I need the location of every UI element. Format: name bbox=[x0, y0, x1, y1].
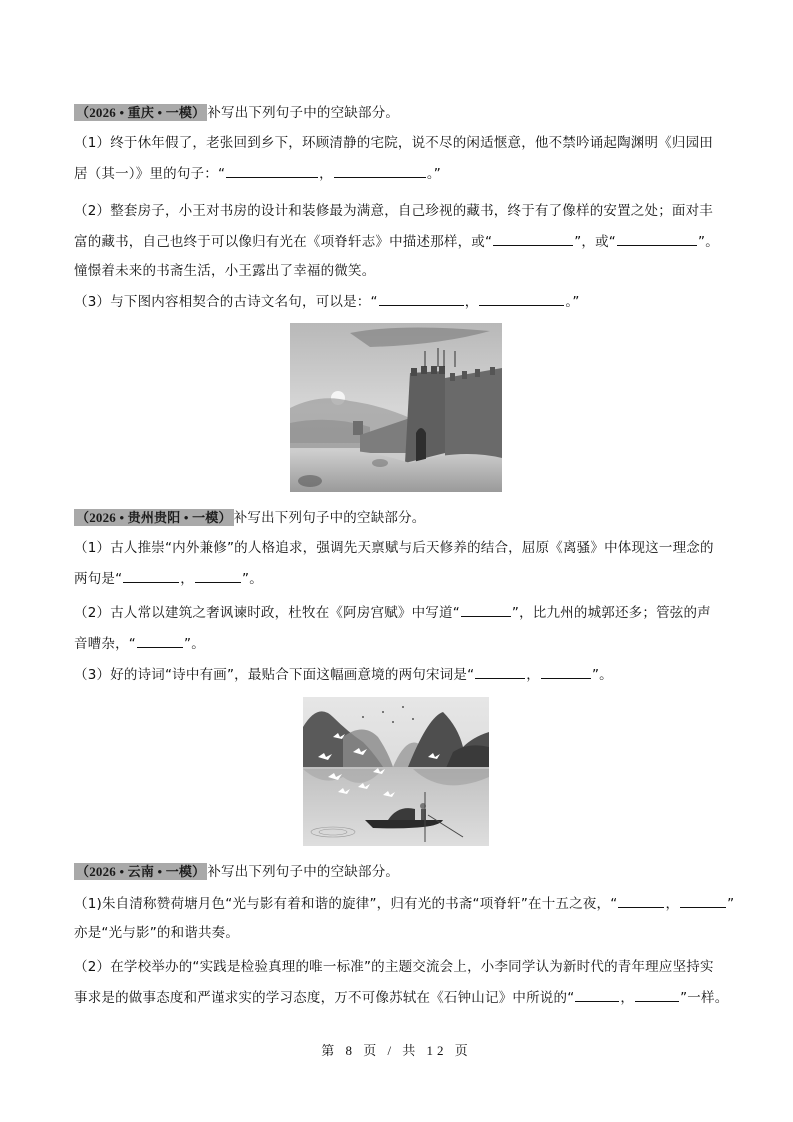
section-3-header bbox=[74, 863, 399, 881]
instruction-text: 补写出下列句子中的空缺部分。 bbox=[233, 510, 426, 526]
answer-blank[interactable] bbox=[334, 164, 426, 178]
question-text: （3）好的诗词“诗中有画”，最贴合下面这幅画意境的两句宋词是“ bbox=[74, 667, 475, 683]
question-text: （3）与下图内容相契合的古诗文名句，可以是：“ bbox=[74, 294, 378, 310]
source-tag: （2026 • 贵州贵阳 • 一模） bbox=[76, 510, 232, 525]
answer-blank[interactable] bbox=[575, 988, 619, 1002]
question-1-1-line-1 bbox=[74, 134, 713, 152]
question-2-1-line-1 bbox=[74, 539, 714, 557]
question-text: 居（其一）》里的句子：“ bbox=[74, 166, 226, 182]
great-wall-image bbox=[290, 323, 502, 492]
question-text: （2）整套房子，小王对书房的设计和装修最为满意，自己珍视的藏书，终于有了像样的安置之处；面对丰 bbox=[74, 203, 713, 219]
punctuation: ”。 bbox=[698, 234, 719, 250]
punctuation: ” bbox=[727, 896, 735, 912]
source-tag: （2026 • 重庆 • 一模） bbox=[76, 105, 206, 120]
punctuation: ， bbox=[464, 294, 479, 310]
punctuation: ”一样。 bbox=[680, 990, 729, 1006]
answer-blank[interactable] bbox=[226, 164, 318, 178]
question-text: （2）古人常以建筑之奢讽谏时政，杜牧在《阿房宫赋》中写道“ bbox=[74, 605, 460, 621]
question-2-3-line-1 bbox=[74, 665, 613, 684]
punctuation: ， bbox=[620, 990, 635, 1006]
punctuation: ， bbox=[319, 166, 333, 182]
question-text: 两句是“ bbox=[74, 571, 123, 587]
question-text: （1）古人推崇“内外兼修”的人格追求，强调先天禀赋与后天修养的结合，屈原《离骚》中体现这一理念的 bbox=[74, 540, 714, 556]
punctuation: ”。 bbox=[591, 667, 613, 683]
punctuation: ， bbox=[526, 667, 540, 683]
answer-blank[interactable] bbox=[475, 665, 525, 679]
source-tag: （2026 • 云南 • 一模） bbox=[76, 864, 206, 879]
question-text: 亦是“光与影”的和谐共奏。 bbox=[74, 925, 240, 941]
instruction-text: 补写出下列句子中的空缺部分。 bbox=[207, 105, 400, 121]
answer-blank[interactable] bbox=[479, 292, 564, 306]
question-1-2-line-3 bbox=[74, 262, 375, 280]
answer-blank[interactable] bbox=[123, 569, 179, 583]
section-1-header bbox=[74, 104, 399, 122]
answer-blank[interactable] bbox=[618, 894, 664, 908]
question-2-2-line-1 bbox=[74, 603, 711, 622]
answer-blank[interactable] bbox=[680, 894, 726, 908]
punctuation: ， bbox=[180, 571, 194, 587]
punctuation: ”。 bbox=[184, 636, 205, 652]
punctuation: 。” bbox=[565, 294, 580, 310]
question-text: 富的藏书，自己也终于可以像归有光在《项脊轩志》中描述那样，或“ bbox=[74, 234, 493, 250]
question-3-2-line-2 bbox=[74, 988, 728, 1007]
answer-blank[interactable] bbox=[617, 232, 697, 246]
punctuation: ”，或“ bbox=[574, 234, 616, 250]
punctuation: ”。 bbox=[242, 571, 263, 587]
question-2-2-line-2 bbox=[74, 634, 205, 653]
answer-blank[interactable] bbox=[635, 988, 679, 1002]
question-text: ”，比九州的城郭还多；管弦的声 bbox=[511, 605, 711, 621]
section-2-header bbox=[74, 509, 426, 527]
answer-blank[interactable] bbox=[137, 634, 183, 648]
answer-blank[interactable] bbox=[379, 292, 464, 306]
question-text: （1)朱自清称赞荷塘月色“光与影有着和谐的旋律”，归有光的书斋“项脊轩”在十五之夜，“ bbox=[74, 896, 618, 912]
question-1-3-line-1 bbox=[74, 292, 580, 311]
punctuation: 。” bbox=[426, 166, 442, 182]
page-number-footer: 第 8 页 / 共 12 页 bbox=[321, 1043, 472, 1058]
question-1-2-line-2 bbox=[74, 232, 719, 251]
answer-blank[interactable] bbox=[461, 603, 511, 617]
question-text: （1）终于休年假了，老张回到乡下，环顾清静的宅院，说不尽的闲适惬意，他不禁吟诵起陶渊明《归园田 bbox=[74, 135, 713, 151]
question-1-1-line-2 bbox=[74, 164, 441, 183]
instruction-text: 补写出下列句子中的空缺部分。 bbox=[207, 864, 400, 880]
question-3-1-line-1 bbox=[74, 894, 734, 913]
question-3-1-line-2 bbox=[74, 924, 239, 942]
question-2-1-line-2 bbox=[74, 569, 263, 588]
question-text: 憧憬着未来的书斋生活，小王露出了幸福的微笑。 bbox=[74, 263, 376, 279]
question-text: 音嘈杂，“ bbox=[74, 636, 136, 652]
answer-blank[interactable] bbox=[195, 569, 241, 583]
question-1-2-line-1 bbox=[74, 202, 713, 220]
question-text: （2）在学校举办的“实践是检验真理的唯一标准”的主题交流会上，小李同学认为新时代的青年理应坚持实 bbox=[74, 959, 714, 975]
answer-blank[interactable] bbox=[541, 665, 591, 679]
question-text: 事求是的做事态度和严谨求实的学习态度，万不可像苏轼在《石钟山记》中所说的“ bbox=[74, 990, 575, 1006]
river-landscape-image bbox=[303, 697, 489, 846]
answer-blank[interactable] bbox=[493, 232, 573, 246]
question-3-2-line-1 bbox=[74, 958, 714, 976]
punctuation: ， bbox=[665, 896, 680, 912]
